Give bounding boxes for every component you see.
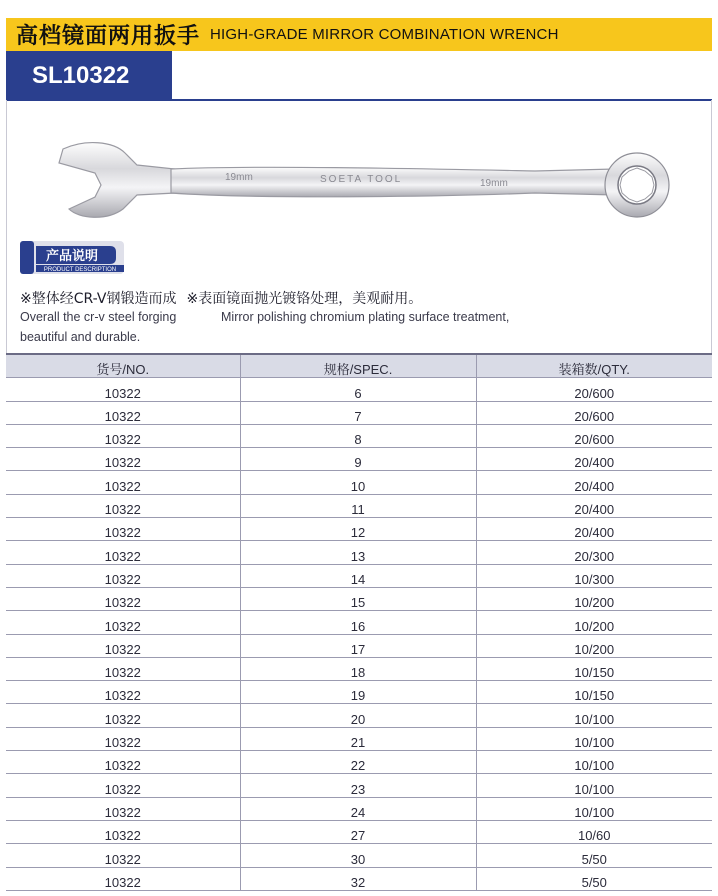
wrench-marking-right: 19mm (480, 178, 508, 189)
feature-cn-2: ※表面镜面抛光镀铬处理，美观耐用。 (186, 291, 423, 307)
cell-no: 10322 (6, 401, 240, 424)
cell-no: 10322 (6, 564, 240, 587)
cell-spec: 9 (240, 448, 476, 471)
cell-spec: 22 (240, 751, 476, 774)
table-row (6, 448, 712, 471)
cell-no: 10322 (6, 704, 240, 727)
cell-no: 10322 (6, 494, 240, 517)
cell-spec: 24 (240, 797, 476, 820)
cell-qty: 10/150 (476, 681, 712, 704)
table-row (6, 494, 712, 517)
feature-en-3: beautiful and durable. (20, 330, 141, 344)
cell-spec: 23 (240, 774, 476, 797)
cell-qty: 10/100 (476, 797, 712, 820)
table-row (6, 704, 712, 727)
cell-no: 10322 (6, 518, 240, 541)
table-row (6, 424, 712, 447)
cell-qty: 10/200 (476, 611, 712, 634)
cell-qty: 20/600 (476, 424, 712, 447)
cell-qty: 20/400 (476, 448, 712, 471)
table-row (6, 634, 712, 657)
cell-no: 10322 (6, 844, 240, 867)
table-row (6, 774, 712, 797)
cell-qty: 5/50 (476, 867, 712, 890)
cell-no: 10322 (6, 727, 240, 750)
cell-no: 10322 (6, 378, 240, 401)
cell-qty: 10/100 (476, 751, 712, 774)
cell-qty: 20/600 (476, 378, 712, 401)
badge-label-cn: 产品说明 (45, 249, 99, 264)
table-row (6, 471, 712, 494)
title-bar (6, 18, 712, 51)
wrench-marking-brand: SOETA TOOL (320, 174, 403, 185)
cell-no: 10322 (6, 797, 240, 820)
model-label-bar (6, 51, 172, 100)
title-english: HIGH-GRADE MIRROR COMBINATION WRENCH (210, 26, 559, 43)
cell-no: 10322 (6, 541, 240, 564)
cell-spec: 10 (240, 471, 476, 494)
cell-qty: 10/300 (476, 564, 712, 587)
cell-spec: 21 (240, 727, 476, 750)
cell-no: 10322 (6, 820, 240, 843)
frame-border-left (6, 100, 7, 353)
cell-qty: 10/100 (476, 704, 712, 727)
model-code: SL10322 (32, 61, 130, 89)
cell-spec: 14 (240, 564, 476, 587)
cell-no: 10322 (6, 471, 240, 494)
table-row (6, 797, 712, 820)
wrench-icon (55, 135, 675, 225)
cell-qty: 10/100 (476, 727, 712, 750)
cell-spec: 12 (240, 518, 476, 541)
cell-qty: 10/60 (476, 820, 712, 843)
table-row (6, 587, 712, 610)
cell-spec: 11 (240, 494, 476, 517)
feature-cn-1: ※整体经CR-V钢锻造而成 (20, 291, 177, 307)
table-row (6, 681, 712, 704)
cell-spec: 32 (240, 867, 476, 890)
spec-table (6, 353, 712, 891)
cell-qty: 20/400 (476, 518, 712, 541)
cell-no: 10322 (6, 587, 240, 610)
cell-spec: 18 (240, 657, 476, 680)
cell-qty: 20/300 (476, 541, 712, 564)
cell-spec: 19 (240, 681, 476, 704)
frame-border-right (711, 100, 712, 353)
product-description-badge (20, 238, 124, 276)
table-row (6, 378, 712, 401)
cell-qty: 20/600 (476, 401, 712, 424)
table-row (6, 564, 712, 587)
wrench-product-image (55, 135, 675, 225)
table-header-row (6, 354, 712, 378)
cell-no: 10322 (6, 774, 240, 797)
cell-qty: 10/200 (476, 634, 712, 657)
cell-no: 10322 (6, 424, 240, 447)
cell-qty: 20/400 (476, 471, 712, 494)
table-body (6, 378, 712, 891)
cell-no: 10322 (6, 751, 240, 774)
cell-spec: 20 (240, 704, 476, 727)
cell-qty: 5/50 (476, 844, 712, 867)
cell-spec: 8 (240, 424, 476, 447)
cell-spec: 17 (240, 634, 476, 657)
feature-chinese-line (20, 288, 422, 308)
table-row (6, 751, 712, 774)
table-row (6, 611, 712, 634)
table-row (6, 867, 712, 890)
cell-no: 10322 (6, 611, 240, 634)
table-row (6, 518, 712, 541)
cell-spec: 30 (240, 844, 476, 867)
cell-spec: 16 (240, 611, 476, 634)
header-spec: 规格/SPEC. (240, 354, 476, 378)
table-row (6, 727, 712, 750)
cell-no: 10322 (6, 634, 240, 657)
cell-qty: 20/400 (476, 494, 712, 517)
table-row (6, 820, 712, 843)
cell-spec: 13 (240, 541, 476, 564)
feature-en-2: Mirror polishing chromium plating surface treatment, (221, 310, 510, 324)
cell-qty: 10/200 (476, 587, 712, 610)
header-no: 货号/NO. (6, 354, 240, 378)
cell-no: 10322 (6, 867, 240, 890)
table-row (6, 844, 712, 867)
cell-no: 10322 (6, 657, 240, 680)
table-row (6, 541, 712, 564)
cell-qty: 10/100 (476, 774, 712, 797)
title-chinese: 高档镜面两用扳手 (16, 24, 201, 49)
cell-spec: 27 (240, 820, 476, 843)
cell-qty: 10/150 (476, 657, 712, 680)
wrench-marking-left: 19mm (225, 172, 253, 183)
table-row (6, 401, 712, 424)
header-qty: 装箱数/QTY. (476, 354, 712, 378)
feature-en-1: Overall the cr-v steel forging (20, 310, 177, 324)
badge-label-en: PRODUCT DESCRIPTION (43, 267, 117, 273)
cell-spec: 7 (240, 401, 476, 424)
cell-no: 10322 (6, 448, 240, 471)
divider (6, 99, 712, 101)
cell-spec: 6 (240, 378, 476, 401)
cell-no: 10322 (6, 681, 240, 704)
table-row (6, 657, 712, 680)
cell-spec: 15 (240, 587, 476, 610)
